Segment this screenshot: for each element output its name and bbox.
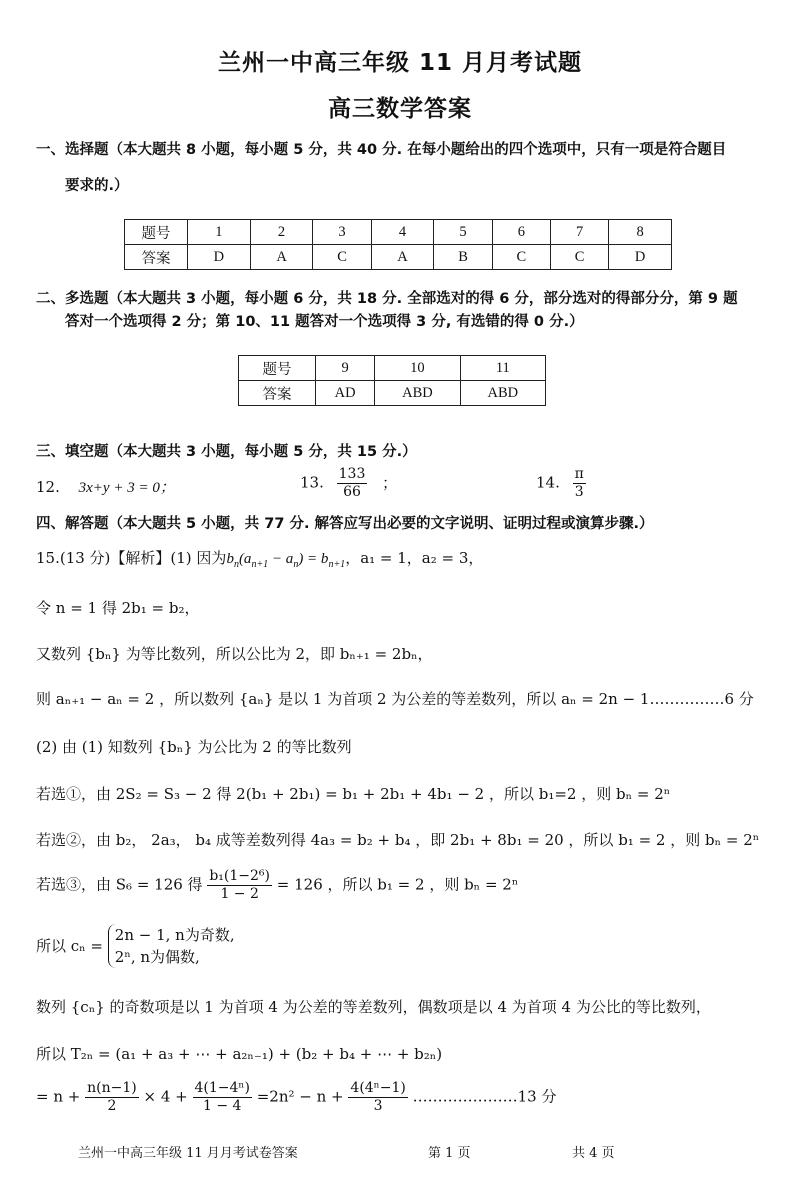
denominator: 1 − 4 bbox=[203, 1098, 242, 1114]
answer-cell: ABD bbox=[460, 381, 545, 406]
answer-cell: D bbox=[188, 245, 251, 270]
fraction bbox=[348, 1080, 407, 1115]
solution-line-7: 若选②，由 b₂， 2a₃， b₄ 成等差数列得 4a₃ = b₂ + b₄ ，即 2b₁ + 8b₁ = 20 ，所以 b₁ = 2 ，则 bₙ = 2ⁿ bbox=[36, 831, 760, 849]
answer-cell: A bbox=[371, 245, 434, 270]
question-number: 3 bbox=[313, 220, 371, 245]
solution-line-9 bbox=[36, 924, 235, 968]
text-run: n bbox=[233, 559, 239, 570]
text-run: =2n² − n + bbox=[256, 1087, 344, 1106]
solution-line-8 bbox=[36, 868, 518, 903]
text-run: n+1 bbox=[251, 559, 269, 570]
answer-cell: D bbox=[609, 245, 672, 270]
solution-line-3: 又数列 {bₙ} 为等比数列，所以公比为 2，即 bₙ₊₁ = 2bₙ， bbox=[36, 645, 433, 663]
footer-page-number: 第 1 页 bbox=[428, 1146, 471, 1161]
fraction bbox=[193, 1080, 252, 1115]
piecewise-brace bbox=[108, 924, 235, 968]
text-run: 若选③，由 S₆ = 126 得 bbox=[36, 875, 203, 894]
numerator: n(n−1) bbox=[87, 1080, 137, 1096]
section1-heading-cont: 要求的.） bbox=[65, 178, 129, 194]
answer-cell: C bbox=[550, 245, 608, 270]
numerator: b₁(1−2⁶) bbox=[209, 868, 270, 884]
text-run: 15.(13 分)【解析】(1) 因为 bbox=[36, 549, 227, 567]
answer-cell: C bbox=[313, 245, 371, 270]
question-number: 5 bbox=[434, 220, 492, 245]
question-number: 7 bbox=[550, 220, 608, 245]
numerator: 4(4ⁿ−1) bbox=[350, 1080, 406, 1096]
solution-line-5: (2) 由 (1) 知数列 {bₙ} 为公比为 2 的等比数列 bbox=[36, 738, 352, 756]
text-run: = n + bbox=[36, 1087, 81, 1106]
text-run: n bbox=[293, 559, 299, 570]
answer-cell: ABD bbox=[375, 381, 460, 406]
answer-14 bbox=[536, 466, 586, 501]
question-number: 9 bbox=[316, 356, 375, 381]
question-number: 10 bbox=[375, 356, 460, 381]
text-run: (a bbox=[238, 551, 252, 567]
q12-number: 12. bbox=[36, 478, 60, 496]
q12-answer: 3x+y + 3 = 0； bbox=[78, 480, 175, 496]
answer-cell: A bbox=[250, 245, 313, 270]
numerator: 4(1−4ⁿ) bbox=[194, 1080, 250, 1096]
footer-page-total: 共 4 页 bbox=[572, 1146, 615, 1161]
q13-separator: ； bbox=[382, 473, 398, 492]
text-run: n+1 bbox=[328, 559, 346, 570]
choice-answer-table bbox=[124, 219, 672, 270]
case-odd: 2n − 1, n为奇数, bbox=[114, 926, 235, 944]
question-number: 11 bbox=[460, 356, 545, 381]
exam-title: 兰州一中高三年级 11 月月考试题 bbox=[217, 50, 583, 76]
denominator: 3 bbox=[373, 1098, 383, 1114]
text-run: − a bbox=[268, 551, 294, 567]
answer-subtitle: 高三数学答案 bbox=[328, 96, 472, 122]
section2-heading-cont: 答对一个选项得 2 分；第 10、11 题答对一个选项得 3 分, 有选错的得 0 分.） bbox=[65, 314, 584, 330]
q14-denominator: 3 bbox=[574, 484, 584, 500]
solution-line-11: 所以 T₂ₙ = (a₁ + a₃ + ⋯ + a₂ₙ₋₁) + (b₂ + b₄ + ⋯ + b₂ₙ) bbox=[36, 1045, 443, 1063]
row-label: 题号 bbox=[125, 220, 188, 245]
denominator: 1 − 2 bbox=[220, 886, 259, 902]
case-even: 2ⁿ, n为偶数, bbox=[114, 948, 200, 966]
question-number: 8 bbox=[609, 220, 672, 245]
score-mark: ……………6 分 bbox=[649, 690, 754, 708]
row-label: 题号 bbox=[239, 356, 316, 381]
question-number: 2 bbox=[250, 220, 313, 245]
text-run: b bbox=[226, 551, 234, 567]
q13-fraction bbox=[337, 466, 368, 501]
q13-number: 13. bbox=[300, 473, 324, 492]
fraction bbox=[85, 1080, 139, 1115]
answer-cell: C bbox=[492, 245, 550, 270]
multi-choice-answer-table bbox=[238, 355, 546, 406]
q14-fraction bbox=[573, 466, 586, 501]
text-run: × 4 + bbox=[143, 1087, 188, 1106]
row-label: 答案 bbox=[239, 381, 316, 406]
text-run: ) = b bbox=[298, 551, 329, 567]
text-run: = 126 ，所以 b₁ = 2 ，则 bₙ = 2ⁿ bbox=[276, 875, 519, 894]
fraction bbox=[207, 868, 272, 903]
text-run: 所以 cₙ = bbox=[36, 937, 103, 955]
q14-numerator: π bbox=[574, 466, 584, 482]
section1-heading: 一、选择题（本大题共 8 小题，每小题 5 分，共 40 分. 在每小题给出的四个选项中，只有一项是符合题目 bbox=[36, 142, 727, 158]
text-run: ，a₁ = 1，a₂ = 3， bbox=[345, 549, 484, 567]
solution-line-6: 若选①，由 2S₂ = S₃ − 2 得 2(b₁ + 2b₁) = b₁ + 2b₁ + 4b₁ − 2 ，所以 b₁=2 ，则 bₙ = 2ⁿ bbox=[36, 785, 671, 803]
q14-number: 14. bbox=[536, 473, 560, 492]
table-row bbox=[125, 220, 672, 245]
score-mark: …………………13 分 bbox=[412, 1087, 557, 1106]
section2-heading: 二、多选题（本大题共 3 小题，每小题 6 分，共 18 分. 全部选对的得 6 分，部分选对的得部分分，第 9 题 bbox=[36, 291, 738, 307]
table-row bbox=[125, 245, 672, 270]
answer-cell: AD bbox=[316, 381, 375, 406]
denominator: 2 bbox=[107, 1098, 117, 1114]
solution-line-10: 数列 {cₙ} 的奇数项是以 1 为首项 4 为公差的等差数列，偶数项是以 4 为首项 4 为公比的等比数列， bbox=[36, 998, 711, 1016]
question-number: 6 bbox=[492, 220, 550, 245]
answer-13 bbox=[300, 466, 397, 501]
text-run: 则 aₙ₊₁ − aₙ = 2 ，所以数列 {aₙ} 是以 1 为首项 2 为公差的等差数列，所以 aₙ = 2n − 1 bbox=[36, 690, 650, 708]
q13-denominator: 66 bbox=[343, 484, 361, 500]
q13-numerator: 133 bbox=[338, 466, 366, 482]
footer-exam-name: 兰州一中高三年级 11 月月考试卷答案 bbox=[78, 1146, 298, 1161]
row-label: 答案 bbox=[125, 245, 188, 270]
question-number: 1 bbox=[188, 220, 251, 245]
solution-line-2: 令 n = 1 得 2b₁ = b₂， bbox=[36, 599, 200, 617]
solution-line-4 bbox=[36, 688, 766, 710]
table-row bbox=[239, 381, 546, 406]
answer-12 bbox=[36, 476, 175, 499]
section4-heading: 四、解答题（本大题共 5 小题，共 77 分. 解答应写出必要的文字说明、证明过程或演算步骤.） bbox=[36, 516, 654, 532]
section3-heading: 三、填空题（本大题共 3 小题，每小题 5 分，共 15 分.） bbox=[36, 444, 417, 460]
answer-cell: B bbox=[434, 245, 492, 270]
solution-line-12 bbox=[36, 1080, 776, 1115]
solution-line-1 bbox=[36, 547, 483, 576]
table-row bbox=[239, 356, 546, 381]
question-number: 4 bbox=[371, 220, 434, 245]
